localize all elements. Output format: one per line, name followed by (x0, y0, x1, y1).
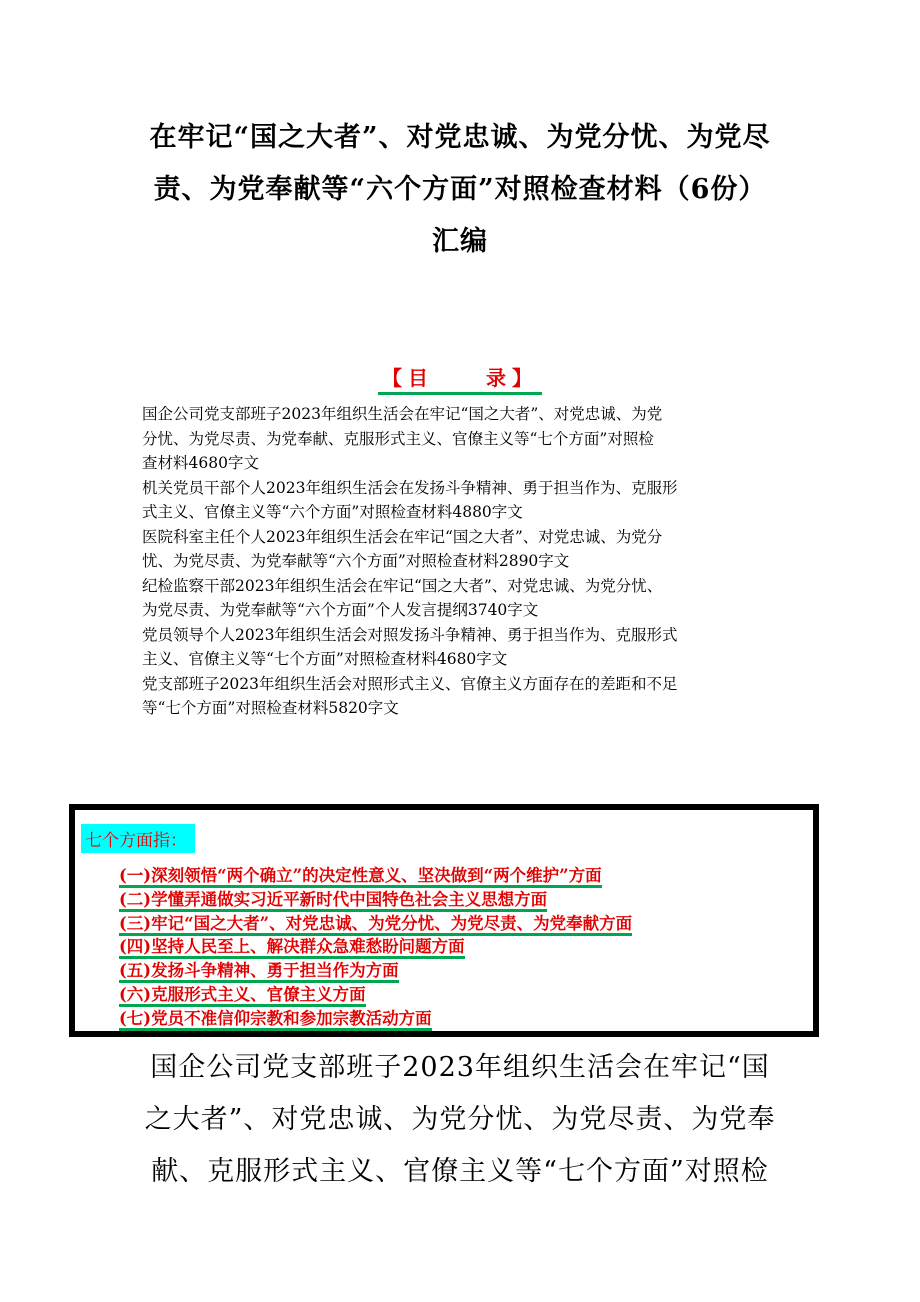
aspect-item-text: (六)克服形式主义、官僚主义方面 (119, 985, 366, 1007)
aspect-item (119, 864, 632, 888)
section-title-line: 国企公司党支部班子2023年组织生活会在牢记“国 (150, 1052, 770, 1083)
toc-item-line: 纪检监察干部2023年组织生活会在牢记“国之大者”、对党忠诚、为党分忧、 (142, 576, 663, 595)
aspect-item (119, 1007, 632, 1031)
aspect-item (119, 912, 632, 936)
toc-item[interactable] (142, 476, 787, 525)
toc-item-line: 等“七个方面”对照检查材料5820字文 (142, 699, 399, 717)
toc-item-line: 机关党员干部个人2023年组织生活会在发扬斗争精神、勇于担当作为、克服形 (142, 478, 678, 497)
aspect-item (119, 935, 632, 959)
aspect-item-text: (一)深刻领悟“两个确立”的决定性意义、坚决做到“两个维护”方面 (119, 866, 602, 888)
section-title-line: 献、克服形式主义、官僚主义等“七个方面”对照检 (151, 1156, 769, 1187)
section-title (130, 1042, 790, 1198)
aspects-box (69, 804, 819, 1037)
section-title-line: 之大者”、对党忠诚、为党分忧、为党尽责、为党奉 (144, 1104, 776, 1135)
toc-item-line: 党支部班子2023年组织生活会对照形式主义、官僚主义方面存在的差距和不足 (142, 674, 678, 693)
toc-item[interactable] (142, 623, 787, 672)
toc-item-line: 分忧、为党尽责、为党奉献、克服形式主义、官僚主义等“七个方面”对照检 (142, 429, 654, 448)
toc-item[interactable] (142, 574, 787, 623)
toc-item-line: 为党尽责、为党奉献等“六个方面”个人发言提纲3740字文 (142, 601, 539, 619)
toc-item-line: 式主义、官僚主义等“六个方面”对照检查材料4880字文 (142, 503, 523, 521)
aspect-item-text: (五)发扬斗争精神、勇于担当作为方面 (119, 961, 399, 983)
title-line: 在牢记“国之大者”、对党忠诚、为党分忧、为党尽 (149, 122, 771, 153)
aspects-list (119, 864, 632, 1031)
toc-item-line: 忧、为党尽责、为党奉献等“六个方面”对照检查材料2890字文 (142, 552, 570, 570)
toc-item[interactable] (142, 525, 787, 574)
document-title (120, 112, 800, 268)
aspects-box-label: 七个方面指： (81, 824, 195, 853)
toc-item-line: 查材料4680字文 (142, 454, 259, 472)
toc-item-line: 党员领导个人2023年组织生活会对照发扬斗争精神、勇于担当作为、克服形式 (142, 625, 678, 644)
aspect-item-text: (二)学懂弄通做实习近平新时代中国特色社会主义思想方面 (119, 890, 547, 912)
toc-item[interactable] (142, 672, 787, 721)
toc-heading-text: 【目 录】 (378, 362, 542, 395)
title-line: 责、为党奉献等“六个方面”对照检查材料（6份） (153, 174, 767, 205)
aspect-item-text: (四)坚持人民至上、解决群众急难愁盼问题方面 (119, 937, 465, 959)
title-line: 汇编 (432, 226, 488, 257)
aspect-item-text: (七)党员不准信仰宗教和参加宗教活动方面 (119, 1009, 432, 1031)
toc-item-line: 主义、官僚主义等“七个方面”对照检查材料4680字文 (142, 650, 508, 668)
aspect-item (119, 983, 632, 1007)
toc-list (142, 402, 787, 721)
toc-item[interactable] (142, 402, 787, 476)
toc-item-line: 医院科室主任个人2023年组织生活会在牢记“国之大者”、对党忠诚、为党分 (142, 527, 663, 546)
toc-item-line: 国企公司党支部班子2023年组织生活会在牢记“国之大者”、对党忠诚、为党 (142, 405, 663, 423)
aspect-item-text: (三)牢记“国之大者”、对党忠诚、为党分忧、为党尽责、为党奉献方面 (119, 914, 632, 936)
aspect-item (119, 959, 632, 983)
aspect-item (119, 888, 632, 912)
toc-heading (0, 362, 920, 395)
